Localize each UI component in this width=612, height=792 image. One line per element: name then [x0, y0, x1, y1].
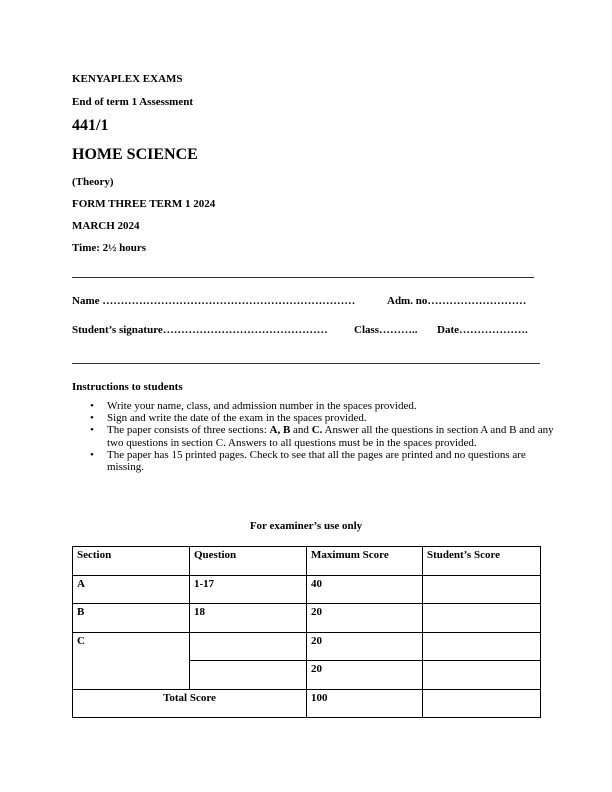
- exam-date: MARCH 2024: [72, 220, 140, 232]
- cell-student-score[interactable]: [423, 661, 541, 690]
- instruction-text: Answer all the questions in section A and B and any two questions in section C. Answers to all questions must be in the spaces provided.: [107, 424, 554, 449]
- instruction-item: [107, 412, 557, 424]
- instruction-text: Write your name, class, and admission number in the spaces provided.: [107, 400, 417, 412]
- instruction-text: and: [290, 424, 312, 437]
- table-row: [73, 632, 541, 661]
- assessment-title: End of term 1 Assessment: [72, 96, 193, 108]
- date-field[interactable]: Date……………….: [437, 324, 528, 336]
- divider-bottom: [72, 363, 540, 364]
- instruction-text: The paper has 15 printed pages. Check to see that all the pages are printed and no questions are missing.: [107, 448, 526, 474]
- section-ref-c: C.: [311, 424, 323, 437]
- instructions-list: [90, 400, 557, 473]
- publisher-name: KENYAPLEX EXAMS: [72, 73, 183, 85]
- instruction-item: [107, 400, 557, 412]
- cell-max-score: 20: [307, 604, 423, 633]
- section-ref-ab: A, B: [269, 424, 291, 437]
- class-field[interactable]: Class………..: [354, 324, 418, 336]
- header-student-score: Student’s Score: [423, 547, 541, 576]
- instruction-text: Sign and write the date of the exam in the spaces provided.: [107, 412, 367, 425]
- signature-field[interactable]: Student’s signature………………………………………: [72, 324, 328, 336]
- instruction-item: [107, 424, 557, 448]
- table-row: [73, 604, 541, 633]
- cell-section: A: [73, 575, 190, 604]
- cell-student-score[interactable]: [423, 632, 541, 661]
- divider-top: [72, 277, 534, 278]
- cell-question: 1-17: [190, 575, 307, 604]
- examiner-score-table: [72, 546, 541, 718]
- form-term: FORM THREE TERM 1 2024: [72, 198, 216, 210]
- table-total-row: [73, 689, 541, 718]
- cell-max-score: 40: [307, 575, 423, 604]
- table-row: [73, 575, 541, 604]
- total-score-label: Total Score: [73, 689, 307, 718]
- header-question: Question: [190, 547, 307, 576]
- instruction-text: The paper consists of three sections:: [107, 424, 270, 437]
- paper-code: 441/1: [72, 117, 109, 134]
- subject-title: HOME SCIENCE: [72, 146, 198, 163]
- paper-type: (Theory): [72, 176, 114, 188]
- name-field[interactable]: Name ……………………………………………………………: [72, 295, 356, 307]
- cell-max-score: 20: [307, 661, 423, 690]
- instruction-item: [107, 449, 557, 473]
- cell-section: B: [73, 604, 190, 633]
- cell-question: 18: [190, 604, 307, 633]
- cell-student-score[interactable]: [423, 604, 541, 633]
- cell-student-score[interactable]: [423, 575, 541, 604]
- adm-no-field[interactable]: Adm. no………………………: [387, 295, 527, 307]
- total-max-score: 100: [307, 689, 423, 718]
- table-header-row: [73, 547, 541, 576]
- total-student-score[interactable]: [423, 689, 541, 718]
- header-section: Section: [73, 547, 190, 576]
- header-max-score: Maximum Score: [307, 547, 423, 576]
- cell-max-score: 20: [307, 632, 423, 661]
- exam-duration: Time: 2½ hours: [72, 242, 147, 254]
- cell-question: [190, 661, 307, 690]
- instructions-title: Instructions to students: [72, 381, 183, 393]
- examiner-table-title: For examiner’s use only: [249, 520, 363, 532]
- cell-question: [190, 632, 307, 661]
- cell-section: C: [73, 632, 190, 689]
